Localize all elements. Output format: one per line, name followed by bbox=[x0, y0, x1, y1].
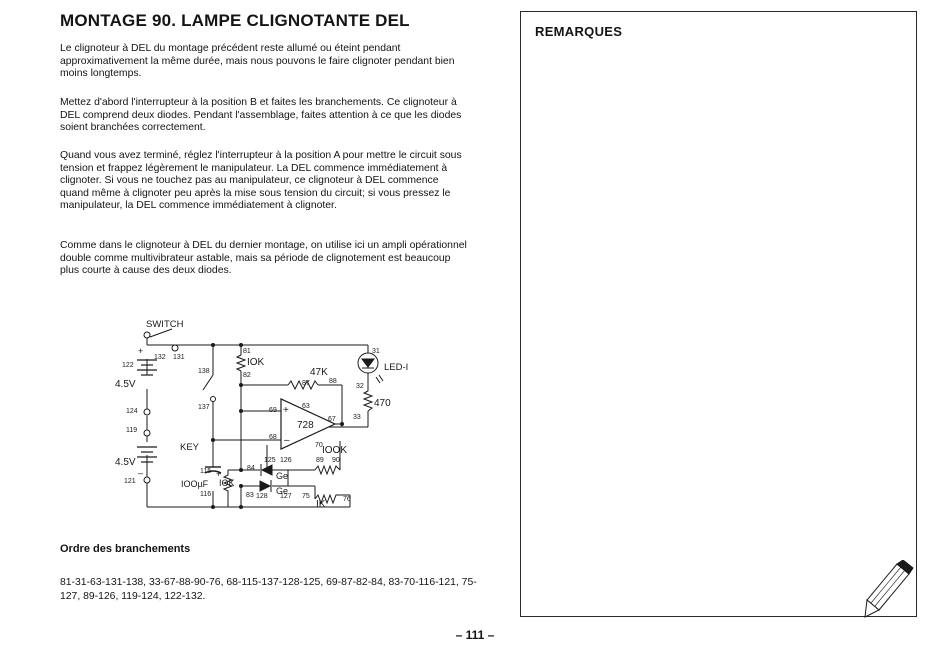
terminal-label: 127 bbox=[280, 493, 292, 500]
key-label: KEY bbox=[180, 442, 200, 453]
assembly-paragraph: Mettez d'abord l'interrupteur à la position B et faites les branchements. Ce clignoteur à DEL comprend deux diodes. Pendant l'assemblage, faites attention à ce que les diodes soient branchées correctement. bbox=[60, 97, 462, 134]
resistor-1k-label: IK bbox=[316, 499, 326, 510]
terminal-label: 83 bbox=[246, 492, 254, 499]
terminal-label: 115 bbox=[200, 468, 212, 475]
page-number: – 111 – bbox=[455, 628, 495, 642]
capacitor-plus: + bbox=[216, 469, 222, 479]
terminal-label: 68 bbox=[269, 434, 277, 441]
terminal-label: 70 bbox=[315, 442, 323, 449]
terminal-label: 75 bbox=[302, 493, 310, 500]
opamp-minus: – bbox=[284, 435, 290, 446]
led-label: LED-I bbox=[384, 362, 409, 373]
opamp-label: 728 bbox=[297, 420, 314, 431]
explanation-paragraph: Comme dans le clignoteur à DEL du dernier montage, on utilise ici un ampli opérationnel double comme multivibrateur astable, mais sa période de clignotement est beaucoup plus courte à cause des deux diodes. bbox=[60, 240, 467, 277]
terminal-label: 119 bbox=[126, 427, 138, 434]
terminal-label: 121 bbox=[124, 478, 136, 485]
terminal-label: 90 bbox=[332, 457, 340, 464]
terminal-label: 125 bbox=[264, 457, 276, 464]
terminal-label: 31 bbox=[372, 348, 380, 355]
resistor-47k-label: 47K bbox=[310, 367, 328, 378]
terminal-label: 81 bbox=[243, 348, 251, 355]
switch-label: SWITCH bbox=[146, 319, 184, 330]
resistor-10k-top-label: IOK bbox=[247, 357, 265, 368]
terminal-label: 126 bbox=[280, 457, 292, 464]
terminal-label: 69 bbox=[269, 407, 277, 414]
terminal-label: 124 bbox=[126, 408, 138, 415]
terminal-label: 67 bbox=[328, 416, 336, 423]
terminal-label: 131 bbox=[173, 354, 185, 361]
diode-2-label: Ge bbox=[276, 486, 289, 496]
pencil-icon bbox=[863, 560, 915, 620]
terminal-label: 82 bbox=[243, 372, 251, 379]
terminal-label: 84 bbox=[247, 465, 255, 472]
terminal-label: 138 bbox=[198, 368, 210, 375]
page-title: MONTAGE 90. LAMPE CLIGNOTANTE DEL bbox=[60, 11, 410, 30]
resistor-100k-label: IOOK bbox=[322, 445, 348, 456]
operation-paragraph: Quand vous avez terminé, réglez l'interrupteur à la position A pour mettre le circuit sous tension et frappez légèrement le manipulateur. La DEL commence immédiatement à clignoter. Si vous ne touchez pas au manipulateur, ce clignoteur à DEL commence quand même à clignoter peu après la mise sous tension du circuit; si vous pressez le manipulateur, la DEL commence immédiatement à clignoter. bbox=[60, 150, 462, 212]
connection-order-sequence: 81-31-63-131-138, 33-67-88-90-76, 68-115-137-128-125, 69-87-82-84, 83-70-116-121, 75-127, 89-126, 119-124, 122-132. bbox=[60, 577, 477, 602]
terminal-label: 132 bbox=[154, 354, 166, 361]
terminal-label: 122 bbox=[122, 362, 134, 369]
terminal-label: 137 bbox=[198, 404, 210, 411]
intro-paragraph: Le clignoteur à DEL du montage précédent reste allumé ou éteint pendant approximativement la même durée, mais nous pouvons le faire clignoter pendant bien moins longtemps. bbox=[60, 43, 455, 80]
terminal-label: 116 bbox=[200, 491, 212, 498]
battery-top-plus: + bbox=[138, 346, 144, 356]
capacitor-label: IOOµF bbox=[181, 479, 209, 489]
remarks-title: REMARQUES bbox=[535, 24, 623, 39]
terminal-label: 89 bbox=[316, 457, 324, 464]
resistor-10k-bottom-label: IOK bbox=[219, 478, 235, 488]
opamp-plus: + bbox=[283, 405, 289, 416]
terminal-label: 33 bbox=[353, 414, 361, 421]
terminal-label: 128 bbox=[256, 493, 268, 500]
diode-1-label: Ge bbox=[276, 471, 289, 481]
terminal-label: 88 bbox=[329, 378, 337, 385]
resistor-470-label: 470 bbox=[374, 398, 391, 409]
terminal-label: 87 bbox=[302, 380, 310, 387]
battery-bottom-label: 4.5V bbox=[115, 457, 136, 468]
terminal-label: 76 bbox=[343, 496, 351, 503]
battery-top-label: 4.5V bbox=[115, 379, 136, 390]
terminal-label: 63 bbox=[302, 403, 310, 410]
remarks-box bbox=[520, 11, 917, 617]
connection-order-title: Ordre des branchements bbox=[60, 543, 191, 555]
circuit-schematic bbox=[110, 315, 410, 520]
battery-bottom-minus: – bbox=[138, 468, 144, 478]
terminal-label: 32 bbox=[356, 383, 364, 390]
